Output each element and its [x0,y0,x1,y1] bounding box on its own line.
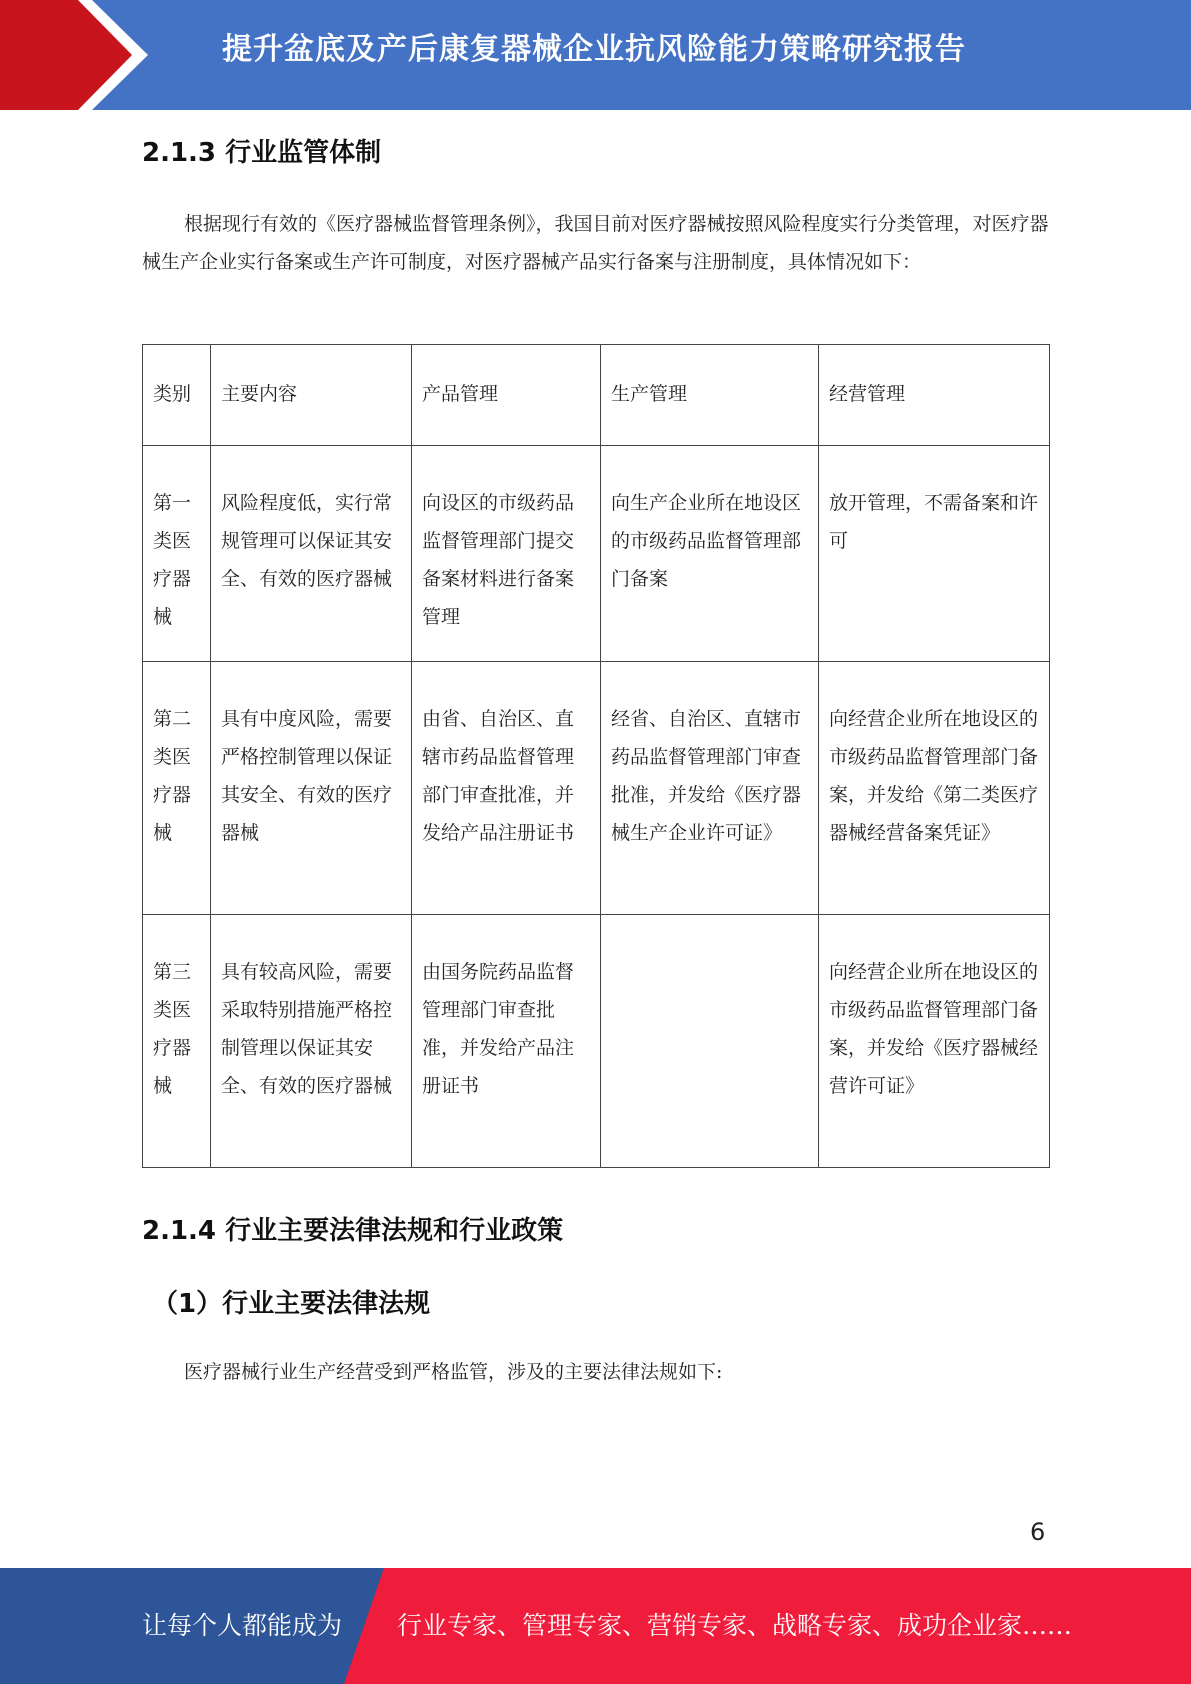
table-cell-production: 向生产企业所在地设区的市级药品监督管理部门备案 [601,446,819,662]
table-header-row [143,345,1050,446]
table-cell-production: 经省、自治区、直辖市药品监督管理部门审查批准，并发给《医疗器械生产企业许可证》 [601,662,819,915]
table-cell-production [601,915,819,1168]
header-arrow-icon [0,0,160,110]
table-cell-category: 第一类医疗器械 [143,446,211,662]
page-header [0,0,1191,110]
table-row [143,446,1050,662]
table-cell-content: 具有较高风险，需要采取特别措施严格控制管理以保证其安全、有效的医疗器械 [211,915,412,1168]
section-intro-paragraph: 根据现行有效的《医疗器械监督管理条例》，我国目前对医疗器械按照风险程度实行分类管理，对医疗器械生产企业实行备案或生产许可制度，对医疗器械产品实行备案与注册制度，具体情况如下： [142,213,1049,273]
table-cell-product: 由国务院药品监督管理部门审查批准，并发给产品注册证书 [412,915,601,1168]
table-cell-product: 由省、自治区、直辖市药品监督管理部门审查批准，并发给产品注册证书 [412,662,601,915]
table-cell-operation: 向经营企业所在地设区的市级药品监督管理部门备案，并发给《医疗器械经营许可证》 [819,915,1050,1168]
regulation-table [142,344,1050,1168]
laws-intro-paragraph: 医疗器械行业生产经营受到严格监管，涉及的主要法律法规如下: [184,1361,723,1383]
table-cell-category: 第二类医疗器械 [143,662,211,915]
footer-slogan-left: 让每个人都能成为 [142,1611,343,1640]
table-header-cell: 主要内容 [211,345,412,446]
table-header-cell: 经营管理 [819,345,1050,446]
table-header-cell: 类别 [143,345,211,446]
table-header-cell: 生产管理 [601,345,819,446]
table-row [143,915,1050,1168]
footer-slogan-right: 行业专家、管理专家、营销专家、战略专家、成功企业家…… [397,1611,1073,1640]
section-heading-2-1-4: 2.1.4 行业主要法律法规和行业政策 [142,1216,564,1246]
table-header-cell: 产品管理 [412,345,601,446]
table-cell-operation: 向经营企业所在地设区的市级药品监督管理部门备案，并发给《第二类医疗器械经营备案凭证》 [819,662,1050,915]
table-cell-operation: 放开管理，不需备案和许可 [819,446,1050,662]
table-cell-content: 风险程度低，实行常规管理可以保证其安全、有效的医疗器械 [211,446,412,662]
page-footer [0,1568,1191,1684]
table-cell-content: 具有中度风险，需要严格控制管理以保证其安全、有效的医疗器械 [211,662,412,915]
report-title: 提升盆底及产后康复器械企业抗风险能力策略研究报告 [222,32,966,67]
table-row [143,662,1050,915]
table-cell-category: 第三类医疗器械 [143,915,211,1168]
table-cell-product: 向设区的市级药品监督管理部门提交备案材料进行备案管理 [412,446,601,662]
section-heading-2-1-3: 2.1.3 行业监管体制 [142,138,382,168]
sub-heading-laws: （1）行业主要法律法规 [152,1289,431,1319]
page-number: 6 [1030,1518,1046,1546]
